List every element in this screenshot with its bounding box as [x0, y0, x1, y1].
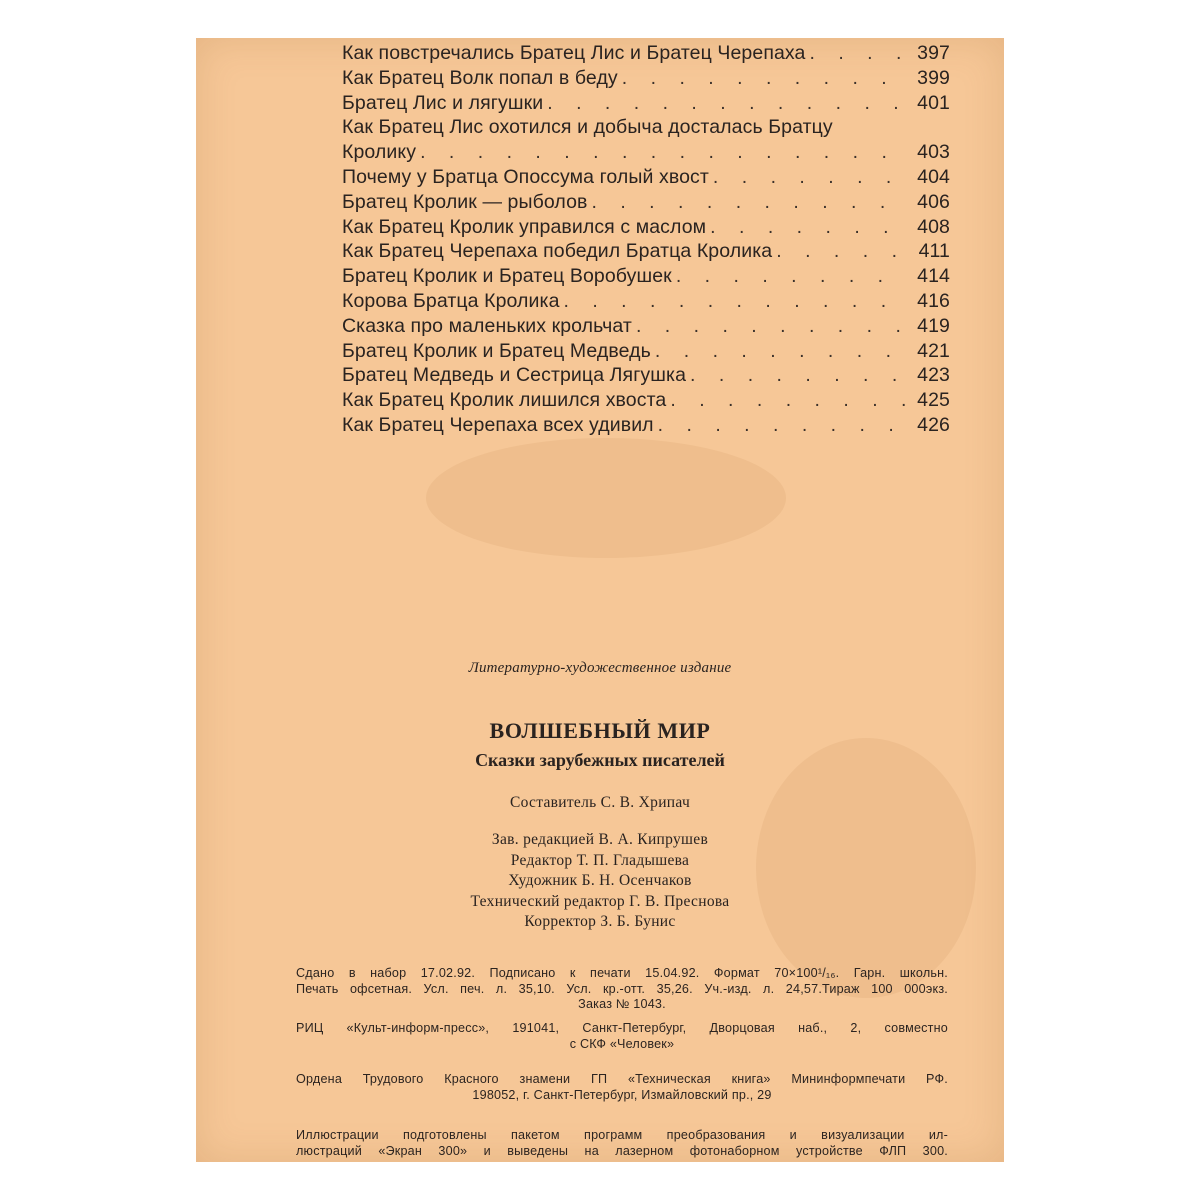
illustration-credits [296, 1128, 948, 1159]
toc-title: Как Братец Волк попал в беду [342, 66, 618, 89]
toc-leader-dots [564, 289, 908, 314]
toc-leader-dots [622, 66, 908, 91]
toc-title: Почему у Братца Опоссума голый хвост [342, 165, 709, 188]
toc-title: Братец Кролик и Братец Воробушек [342, 265, 672, 288]
toc-leader-dots [710, 215, 908, 240]
toc-leader-dots [636, 314, 908, 339]
toc-title: Как повстречались Братец Лис и Братец Черепаха [342, 42, 806, 64]
publisher-details [296, 1021, 948, 1052]
toc-leader-dots [670, 388, 908, 413]
toc-leader-dots [547, 91, 908, 116]
printer-line: Ордена Трудового Красного знамени ГП «Техническая книга» Мининформпечати РФ. [296, 1072, 948, 1086]
toc-title: Как Братец Черепаха победил Братца Кролика [342, 240, 773, 263]
print-line: Заказ № 1043. [578, 997, 666, 1012]
toc-entry [342, 66, 950, 91]
publication-type: Литературно-художественное издание [468, 660, 732, 676]
toc-page-number: 425 [917, 389, 950, 412]
toc-leader-dots [713, 165, 908, 190]
toc-title: Сказка про маленьких крольчат [342, 314, 632, 337]
toc-page-number: 411 [918, 240, 950, 263]
toc-leader-dots [810, 41, 908, 66]
toc-title: Как Братец Кролик лишился хвоста [342, 389, 667, 412]
toc-entry [342, 115, 950, 165]
print-line: Печать офсетная. Усл. печ. л. 35,10. Усл. кр.-отт. 35,26. Уч.-изд. л. 24,57.Тираж 100 000экз. [296, 981, 948, 996]
toc-entry [342, 314, 950, 339]
toc-entry [342, 91, 950, 116]
toc-title: Братец Лис и лягушки [342, 91, 544, 114]
toc-entry [342, 215, 950, 240]
toc-entry [342, 413, 950, 438]
toc-entry [342, 41, 950, 66]
toc-leader-dots [690, 363, 908, 388]
toc-leader-dots [420, 140, 908, 165]
toc-entry [342, 363, 950, 388]
toc-page-number: 406 [917, 190, 950, 213]
toc-leader-dots [655, 339, 908, 364]
toc-page-number: 421 [917, 339, 950, 362]
publisher-line: РИЦ «Культ-информ-пресс», 191041, Санкт-Петербург, Дворцовая наб., 2, совместно [296, 1021, 948, 1035]
toc-page-number: 404 [917, 165, 950, 188]
illustration-line: Иллюстрации подготовлены пакетом программ преобразования и визуализации ил- [296, 1128, 948, 1142]
toc-page-number: 414 [917, 265, 950, 288]
paper-stain [426, 438, 786, 558]
toc-leader-dots [676, 264, 908, 289]
staff-line: Редактор Т. П. Гладышева [510, 851, 690, 869]
staff-line: Зав. редакцией В. А. Кипрушев [491, 831, 709, 848]
illustration-line: люстраций «Экран 300» и выведены на лазерном фотонаборном устройстве ФЛП 300. [296, 1143, 948, 1158]
toc-entry [342, 289, 950, 314]
toc-title: Братец Кролик и Братец Медведь [342, 339, 651, 362]
toc-title: Как Братец Кролик управился с маслом [342, 215, 707, 238]
print-details [296, 966, 948, 1013]
toc-title: Кролику [342, 141, 417, 164]
toc-leader-dots [658, 413, 908, 438]
printer-line: 198052, г. Санкт-Петербург, Измайловский пр., 29 [472, 1087, 772, 1102]
compiler-credit: Составитель С. В. Хрипач [509, 794, 691, 811]
staff-line: Технический редактор Г. В. Преснова [470, 892, 730, 910]
toc-page-number: 401 [917, 91, 950, 114]
toc-page-number: 419 [917, 314, 950, 337]
toc-page-number: 426 [917, 413, 950, 436]
print-line: Сдано в набор 17.02.92. Подписано к печати 15.04.92. Формат 70×100¹/₁₆. Гарн. школьн. [296, 966, 948, 980]
book-subtitle: Сказки зарубежных писателей [475, 750, 725, 770]
printer-details [296, 1072, 948, 1103]
toc-title: Братец Медведь и Сестрица Лягушка [342, 364, 687, 387]
toc-title: Как Братец Черепаха всех удивил [342, 413, 654, 436]
toc-page-number: 416 [917, 289, 950, 312]
book-page [196, 38, 1004, 1162]
publisher-line: с СКФ «Человек» [569, 1036, 675, 1051]
toc-page-number: 408 [917, 215, 950, 238]
toc-page-number: 399 [917, 66, 950, 89]
toc-entry [342, 190, 950, 215]
staff-line: Художник Б. Н. Осенчаков [508, 872, 692, 889]
book-title: ВОЛШЕБНЫЙ МИР [489, 718, 711, 743]
toc-title: Братец Кролик — рыболов [342, 190, 588, 213]
toc-title: Как Братец Лис охотился и добыча досталась Братцу [342, 116, 833, 139]
staff-credits [196, 831, 1004, 934]
toc-page-number: 423 [917, 364, 950, 387]
toc-entry [342, 165, 950, 190]
toc-entry [342, 388, 950, 413]
toc-entry [342, 339, 950, 364]
table-of-contents [342, 41, 950, 438]
toc-page-number: 397 [917, 42, 950, 64]
staff-line: Корректор З. Б. Бунис [524, 913, 676, 930]
toc-title: Корова Братца Кролика [342, 289, 560, 312]
toc-leader-dots [776, 239, 908, 264]
toc-entry [342, 264, 950, 289]
toc-entry [342, 239, 950, 264]
toc-leader-dots [592, 190, 908, 215]
toc-page-number: 403 [917, 141, 950, 164]
